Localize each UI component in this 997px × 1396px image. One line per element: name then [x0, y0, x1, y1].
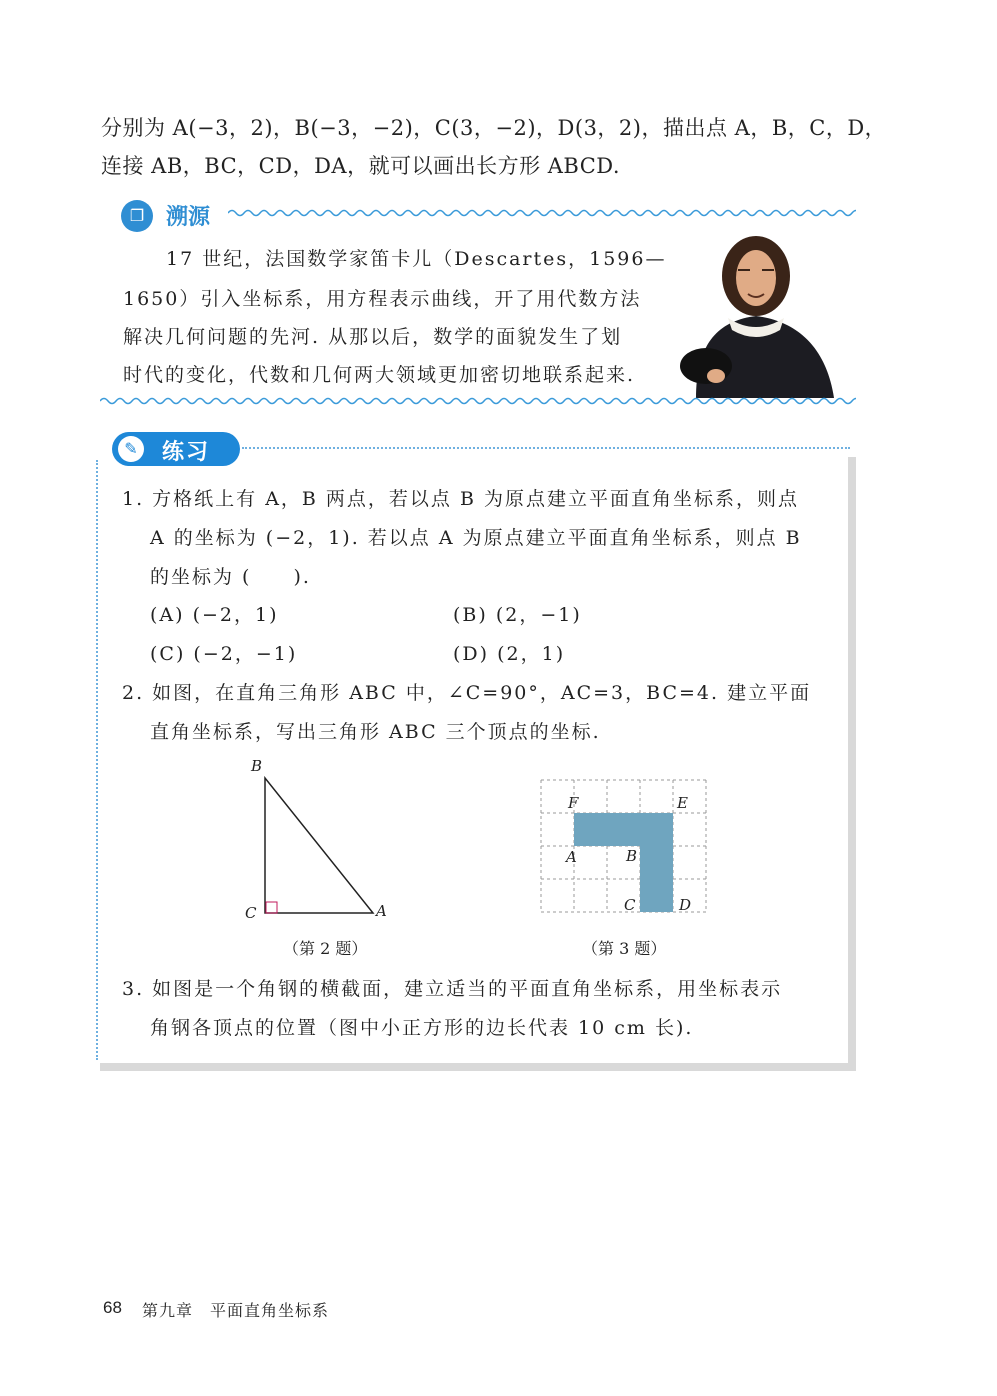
- source-title: 溯源: [166, 205, 211, 230]
- source-bottom-wave: [100, 396, 856, 406]
- q1-line-3: 的坐标为 ( ).: [150, 566, 311, 588]
- q3-label-c: C: [624, 896, 636, 914]
- q3-caption: （第 3 题）: [582, 939, 667, 958]
- source-line-3: 解决几何问题的先河. 从那以后，数学的面貌发生了划: [123, 326, 623, 348]
- q3-label-b: B: [626, 847, 638, 865]
- descartes-portrait: [676, 226, 836, 398]
- chapter-title: 第九章 平面直角坐标系: [142, 1301, 330, 1320]
- q3-line-1: 3. 如图是一个角钢的横截面，建立适当的平面直角坐标系，用坐标表示: [122, 978, 783, 1000]
- q1-line-2: A 的坐标为 (−2，1). 若以点 A 为原点建立平面直角坐标系，则点 B: [150, 527, 802, 549]
- intro-line-1: 分别为 A(−3，2)，B(−3，−2)，C(3，−2)，D(3，2)，描出点 A，B，C，D，: [101, 116, 887, 140]
- page-number: 68: [103, 1298, 122, 1317]
- q2-label-c: C: [245, 904, 257, 922]
- q2-line-1: 2. 如图，在直角三角形 ABC 中，∠C=90°，AC=3，BC=4. 建立平面: [122, 682, 812, 704]
- q1-option-b: (B) (2，−1): [453, 604, 582, 626]
- q1-option-c: (C) (−2，−1): [150, 643, 298, 665]
- book-icon: ❐: [121, 200, 153, 232]
- right-angle-mark: [266, 902, 277, 913]
- source-line-2: 1650）引入坐标系，用方程表示曲线，开了用代数方法: [123, 288, 642, 310]
- q2-line-2: 直角坐标系，写出三角形 ABC 三个顶点的坐标.: [150, 721, 601, 743]
- q3-line-2: 角钢各顶点的位置（图中小正方形的边长代表 10 cm 长).: [150, 1017, 694, 1039]
- source-line-1: 17 世纪，法国数学家笛卡儿（Descartes，1596—: [166, 248, 667, 270]
- source-top-wave: [228, 208, 856, 218]
- q3-label-e: E: [677, 794, 688, 812]
- pencil-icon: ✎: [118, 436, 144, 462]
- source-line-4: 时代的变化，代数和几何两大领域更加密切地联系起来.: [123, 364, 636, 386]
- q2-label-b: B: [251, 757, 263, 775]
- q1-option-d: (D) (2，1): [453, 643, 566, 665]
- q3-label-a: A: [566, 848, 577, 866]
- q1-option-a: (A) (−2，1): [150, 604, 279, 626]
- q2-label-a: A: [376, 902, 387, 920]
- exercise-dotted-border-top: [242, 447, 850, 449]
- q3-label-d: D: [679, 896, 692, 914]
- exercise-title: 练习: [162, 440, 211, 465]
- q2-caption: （第 2 题）: [283, 939, 368, 958]
- intro-line-2: 连接 AB，BC，CD，DA，就可以画出长方形 ABCD.: [101, 154, 621, 178]
- q1-line-1: 1. 方格纸上有 A，B 两点，若以点 B 为原点建立平面直角坐标系，则点: [122, 488, 799, 510]
- q3-label-f: F: [568, 794, 579, 812]
- exercise-dotted-border-left: [96, 460, 98, 1060]
- triangle-abc: [265, 778, 373, 913]
